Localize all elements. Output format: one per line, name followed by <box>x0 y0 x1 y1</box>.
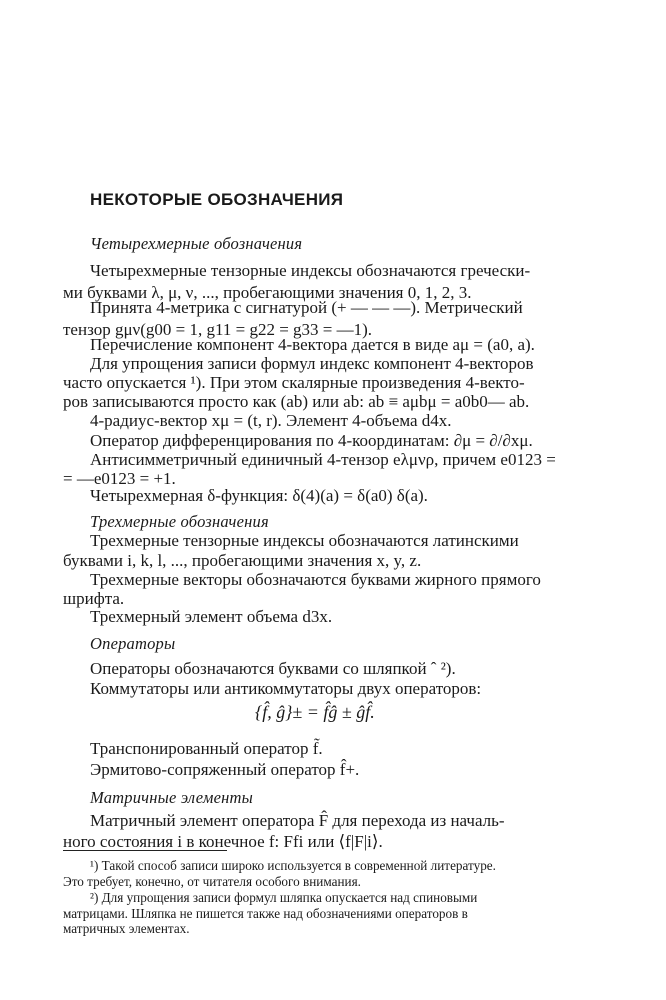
text-line: буквами i, k, l, ..., пробегающими значения x, y, z. <box>63 551 422 570</box>
text-line: Трехмерные векторы обозначаются буквами жирного прямого <box>90 570 541 589</box>
text-line: Трехмерный элемент объема d3x. <box>90 607 333 626</box>
footnote-line: ¹) Такой способ записи широко используется в современной литературе. <box>90 858 496 873</box>
footnote-divider <box>63 850 227 851</box>
text-line: = —e0123 = +1. <box>63 469 176 488</box>
text-line: Транспонированный оператор f̃. <box>90 739 323 758</box>
footnote-line: матричных элементах. <box>63 921 190 936</box>
commutator-formula: {f̂, ĝ}± = f̂ĝ ± ĝf̂. <box>255 702 375 722</box>
text-line: шрифта. <box>63 589 125 608</box>
text-line: часто опускается ¹). При этом скалярные произведения 4-векто- <box>63 373 525 392</box>
page-title: НЕКОТОРЫЕ ОБОЗНАЧЕНИЯ <box>90 190 344 209</box>
text-line: Антисимметричный единичный 4-тензор eλμνρ, причем e0123 = <box>90 450 556 469</box>
footnote-line: Это требует, конечно, от читателя особого внимания. <box>63 874 361 889</box>
text-line: Четырехмерная δ-функция: δ(4)(a) = δ(a0) δ(a). <box>90 486 428 505</box>
footnote-line: матрицами. Шляпка не пишется также над обозначениями операторов в <box>63 906 468 921</box>
text-line: тензор gμν(g00 = 1, g11 = g22 = g33 = —1). <box>63 320 373 339</box>
text-line: ми буквами λ, μ, ν, ..., пробегающими значения 0, 1, 2, 3. <box>63 283 472 302</box>
section-heading-3d: Трехмерные обозначения <box>90 512 269 531</box>
text-line: Операторы обозначаются буквами со шляпкой ˆ ²). <box>90 659 456 678</box>
text-line: ного состояния i в конечное f: Ffi или ⟨f|F|i⟩. <box>63 832 383 851</box>
section-heading-4d: Четырехмерные обозначения <box>90 234 303 253</box>
text-line: 4-радиус-вектор xμ = (t, r). Элемент 4-объема d4x. <box>90 411 452 430</box>
text-line: Перечисление компонент 4-вектора дается в виде aμ = (a0, a). <box>90 335 535 354</box>
text-line: ров записываются просто как (ab) или ab: ab ≡ aμbμ = a0b0— ab. <box>63 392 530 411</box>
text-line: Оператор дифференцирования по 4-координатам: ∂μ = ∂/∂xμ. <box>90 431 533 450</box>
section-heading-operators: Операторы <box>90 634 176 653</box>
text-line: Трехмерные тензорные индексы обозначаются латинскими <box>90 531 519 550</box>
text-line: Эрмитово-сопряженный оператор f̂+. <box>90 760 360 779</box>
footnote-line: ²) Для упрощения записи формул шляпка опускается над спиновыми <box>90 890 478 905</box>
text-line: Четырехмерные тензорные индексы обозначаются гречески- <box>90 261 531 280</box>
text-line: Коммутаторы или антикоммутаторы двух операторов: <box>90 679 482 698</box>
text-line: Принята 4-метрика с сигнатурой (+ — — —). Метрический <box>90 298 523 317</box>
section-heading-matrix: Матричные элементы <box>90 788 253 807</box>
text-line: Для упрощения записи формул индекс компонент 4-векторов <box>90 354 534 373</box>
text-line: Матричный элемент оператора F̂ для перехода из началь- <box>90 811 505 830</box>
